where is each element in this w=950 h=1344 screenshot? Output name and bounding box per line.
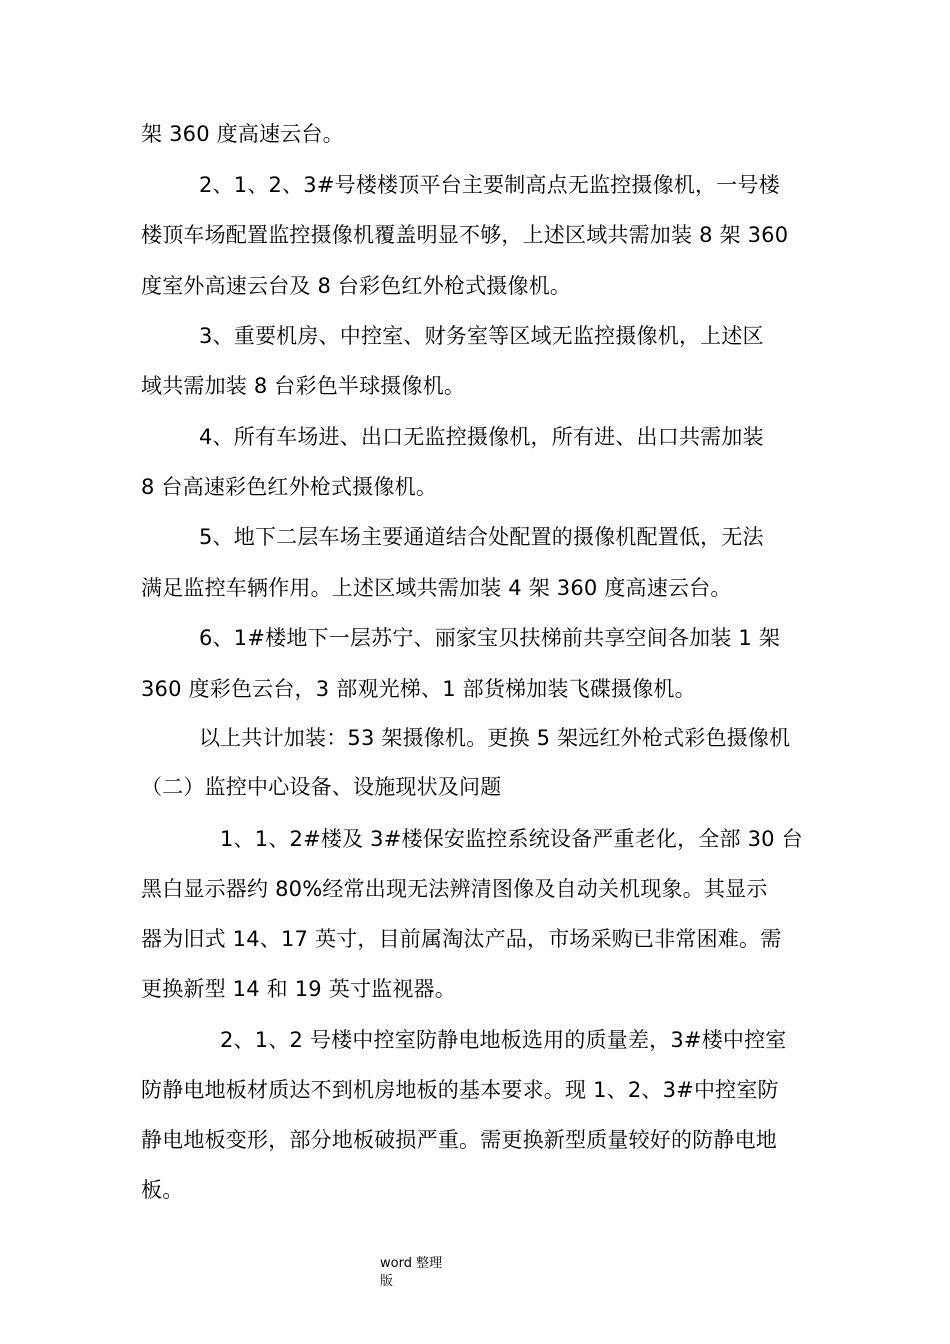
- text-line-2: 2、1、2、3#号楼楼顶平台主要制高点无监控摄像机，一号楼: [199, 173, 780, 197]
- text-line-6: 域共需加装 8 台彩色半球摄像机。: [141, 374, 466, 398]
- section-heading: （二）监控中心设备、设施现状及问题: [141, 775, 502, 799]
- text-line-10: 满足监控车辆作用。上述区域共需加装 4 架 360 度高速云台。: [141, 576, 732, 600]
- text-line-9: 5、地下二层车场主要通道结合处配置的摄像机配置低，无法: [199, 525, 764, 549]
- footer-line-1: word 整理: [380, 1256, 443, 1271]
- text-line-4: 度室外高速云台及 8 台彩色红外枪式摄像机。: [141, 274, 572, 298]
- text-line-21: 静电地板变形，部分地板破损严重。需更换新型质量较好的防静电地: [141, 1128, 777, 1152]
- text-line-5: 3、重要机房、中控室、财务室等区域无监控摄像机，上述区: [199, 324, 764, 348]
- text-line-11: 6、1#楼地下一层苏宁、丽家宝贝扶梯前共享空间各加装 1 架: [199, 626, 781, 650]
- text-line-1: 架 360 度高速云台。: [141, 122, 344, 146]
- text-line-19: 2、1、2 号楼中控室防静电地板选用的质量差，3#楼中控室: [220, 1028, 787, 1052]
- text-line-8: 8 台高速彩色红外枪式摄像机。: [141, 475, 438, 499]
- text-line-3: 楼顶车场配置监控摄像机覆盖明显不够，上述区域共需加装 8 架 360: [141, 223, 789, 247]
- text-line-20: 防静电地板材质达不到机房地板的基本要求。现 1、2、3#中控室防: [141, 1078, 779, 1102]
- text-line-17: 器为旧式 14、17 英寸，目前属淘汰产品，市场采购已非常困难。需: [141, 927, 782, 951]
- text-line-12: 360 度彩色云台，3 部观光梯、1 部货梯加装飞碟摄像机。: [141, 677, 696, 701]
- text-line-15: 1、1、2#楼及 3#楼保安监控系统设备严重老化，全部 30 台: [220, 827, 803, 851]
- page-footer: [380, 1255, 442, 1291]
- text-line-7: 4、所有车场进、出口无监控摄像机，所有进、出口共需加装: [199, 425, 764, 449]
- text-line-22: 板。: [141, 1178, 184, 1202]
- text-line-18: 更换新型 14 和 19 英寸监视器。: [141, 977, 456, 1001]
- text-line-13: 以上共计加装：53 架摄像机。更换 5 架远红外枪式彩色摄像机: [199, 726, 791, 750]
- text-line-16: 黑白显示器约 80%经常出现无法辨清图像及自动关机现象。其显示: [141, 877, 768, 901]
- footer-line-2: 版: [380, 1274, 394, 1289]
